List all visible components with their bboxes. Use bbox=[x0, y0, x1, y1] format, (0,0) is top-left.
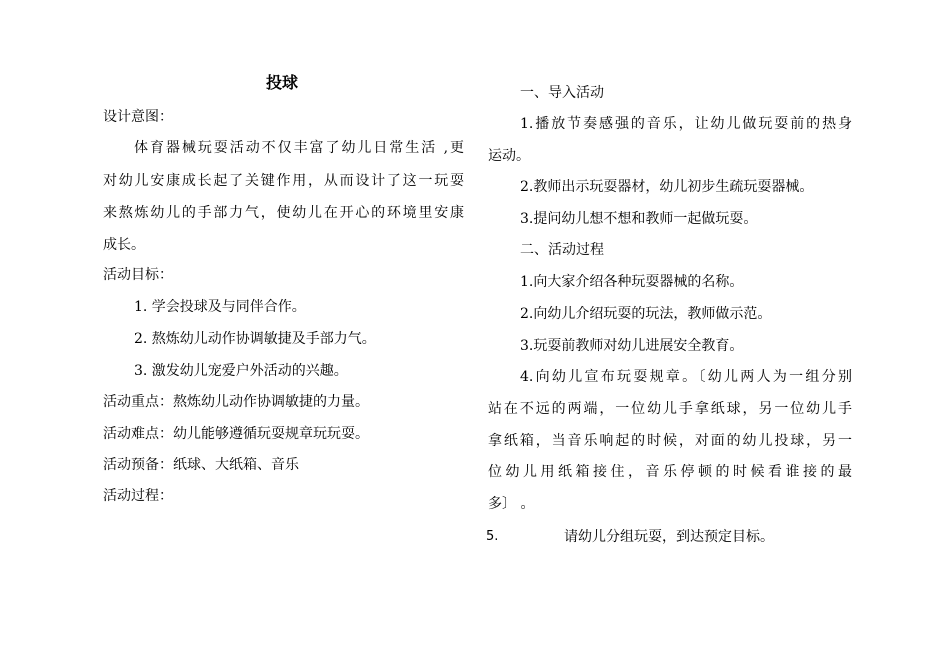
goal-item-2: 2. 熬炼幼儿动作协调敏捷及手部力气。 bbox=[134, 331, 376, 347]
goals-label: 活动目标： bbox=[103, 267, 173, 283]
goal-item-3: 3. 激发幼儿宠爱户外活动的兴趣。 bbox=[134, 363, 348, 379]
section2-item-3: 3.玩耍前教师对幼儿进展安全教育。 bbox=[520, 338, 744, 354]
rule-line-1: 4.向幼儿宣布玩耍规章。〔幼儿两人为一组分别 bbox=[520, 369, 852, 385]
item5-text: 请幼儿分组玩耍，到达预定目标。 bbox=[564, 529, 774, 545]
section2-heading: 二、活动过程 bbox=[520, 242, 604, 258]
goal-item-1: 1. 学会投球及与同伴合作。 bbox=[134, 299, 306, 315]
section2-item-1: 1.向大家介绍各种玩耍器械的名称。 bbox=[520, 274, 744, 290]
intent-line-2: 对幼儿安康成长起了关键作用，从而设计了这一玩耍 bbox=[103, 173, 464, 189]
preparation: 活动预备：纸球、大纸箱、音乐 bbox=[103, 457, 299, 473]
key-point: 活动重点：熬炼幼儿动作协调敏捷的力量。 bbox=[103, 394, 369, 410]
design-intent-label: 设计意图： bbox=[103, 109, 173, 125]
rule-line-2: 站在不远的两端，一位幼儿手拿纸球，另一位幼儿手 bbox=[488, 401, 852, 417]
section1-item-1-cont: 运动。 bbox=[488, 148, 530, 164]
process-label: 活动过程： bbox=[103, 488, 173, 504]
section2-item-2: 2.向幼儿介绍玩耍的玩法，教师做示范。 bbox=[520, 306, 772, 322]
section1-item-2: 2.教师出示玩耍器材，幼儿初步生疏玩耍器械。 bbox=[520, 179, 814, 195]
rule-line-5: 多〕 。 bbox=[488, 496, 535, 512]
rule-line-3: 拿纸箱，当音乐响起的时候，对面的幼儿投球，另一 bbox=[488, 433, 852, 449]
intent-line-4: 成长。 bbox=[103, 237, 145, 253]
intent-line-1: 体育器械玩耍活动不仅丰富了幼儿日常生活 ,更 bbox=[134, 140, 464, 156]
section1-item-3: 3.提问幼儿想不想和教师一起做玩耍。 bbox=[520, 211, 758, 227]
difficulty: 活动难点：幼儿能够遵循玩耍规章玩玩耍。 bbox=[103, 426, 369, 442]
document-title: 投球 bbox=[266, 73, 299, 92]
intent-line-3: 来熬炼幼儿的手部力气，使幼儿在开心的环境里安康 bbox=[103, 205, 464, 221]
section1-item-1: 1.播放节奏感强的音乐，让幼儿做玩耍前的热身 bbox=[520, 116, 852, 132]
section1-heading: 一、导入活动 bbox=[520, 85, 604, 101]
item5-number: 5. bbox=[486, 529, 499, 544]
rule-line-4: 位幼儿用纸箱接住，音乐停顿的时候看谁接的最 bbox=[488, 464, 852, 480]
